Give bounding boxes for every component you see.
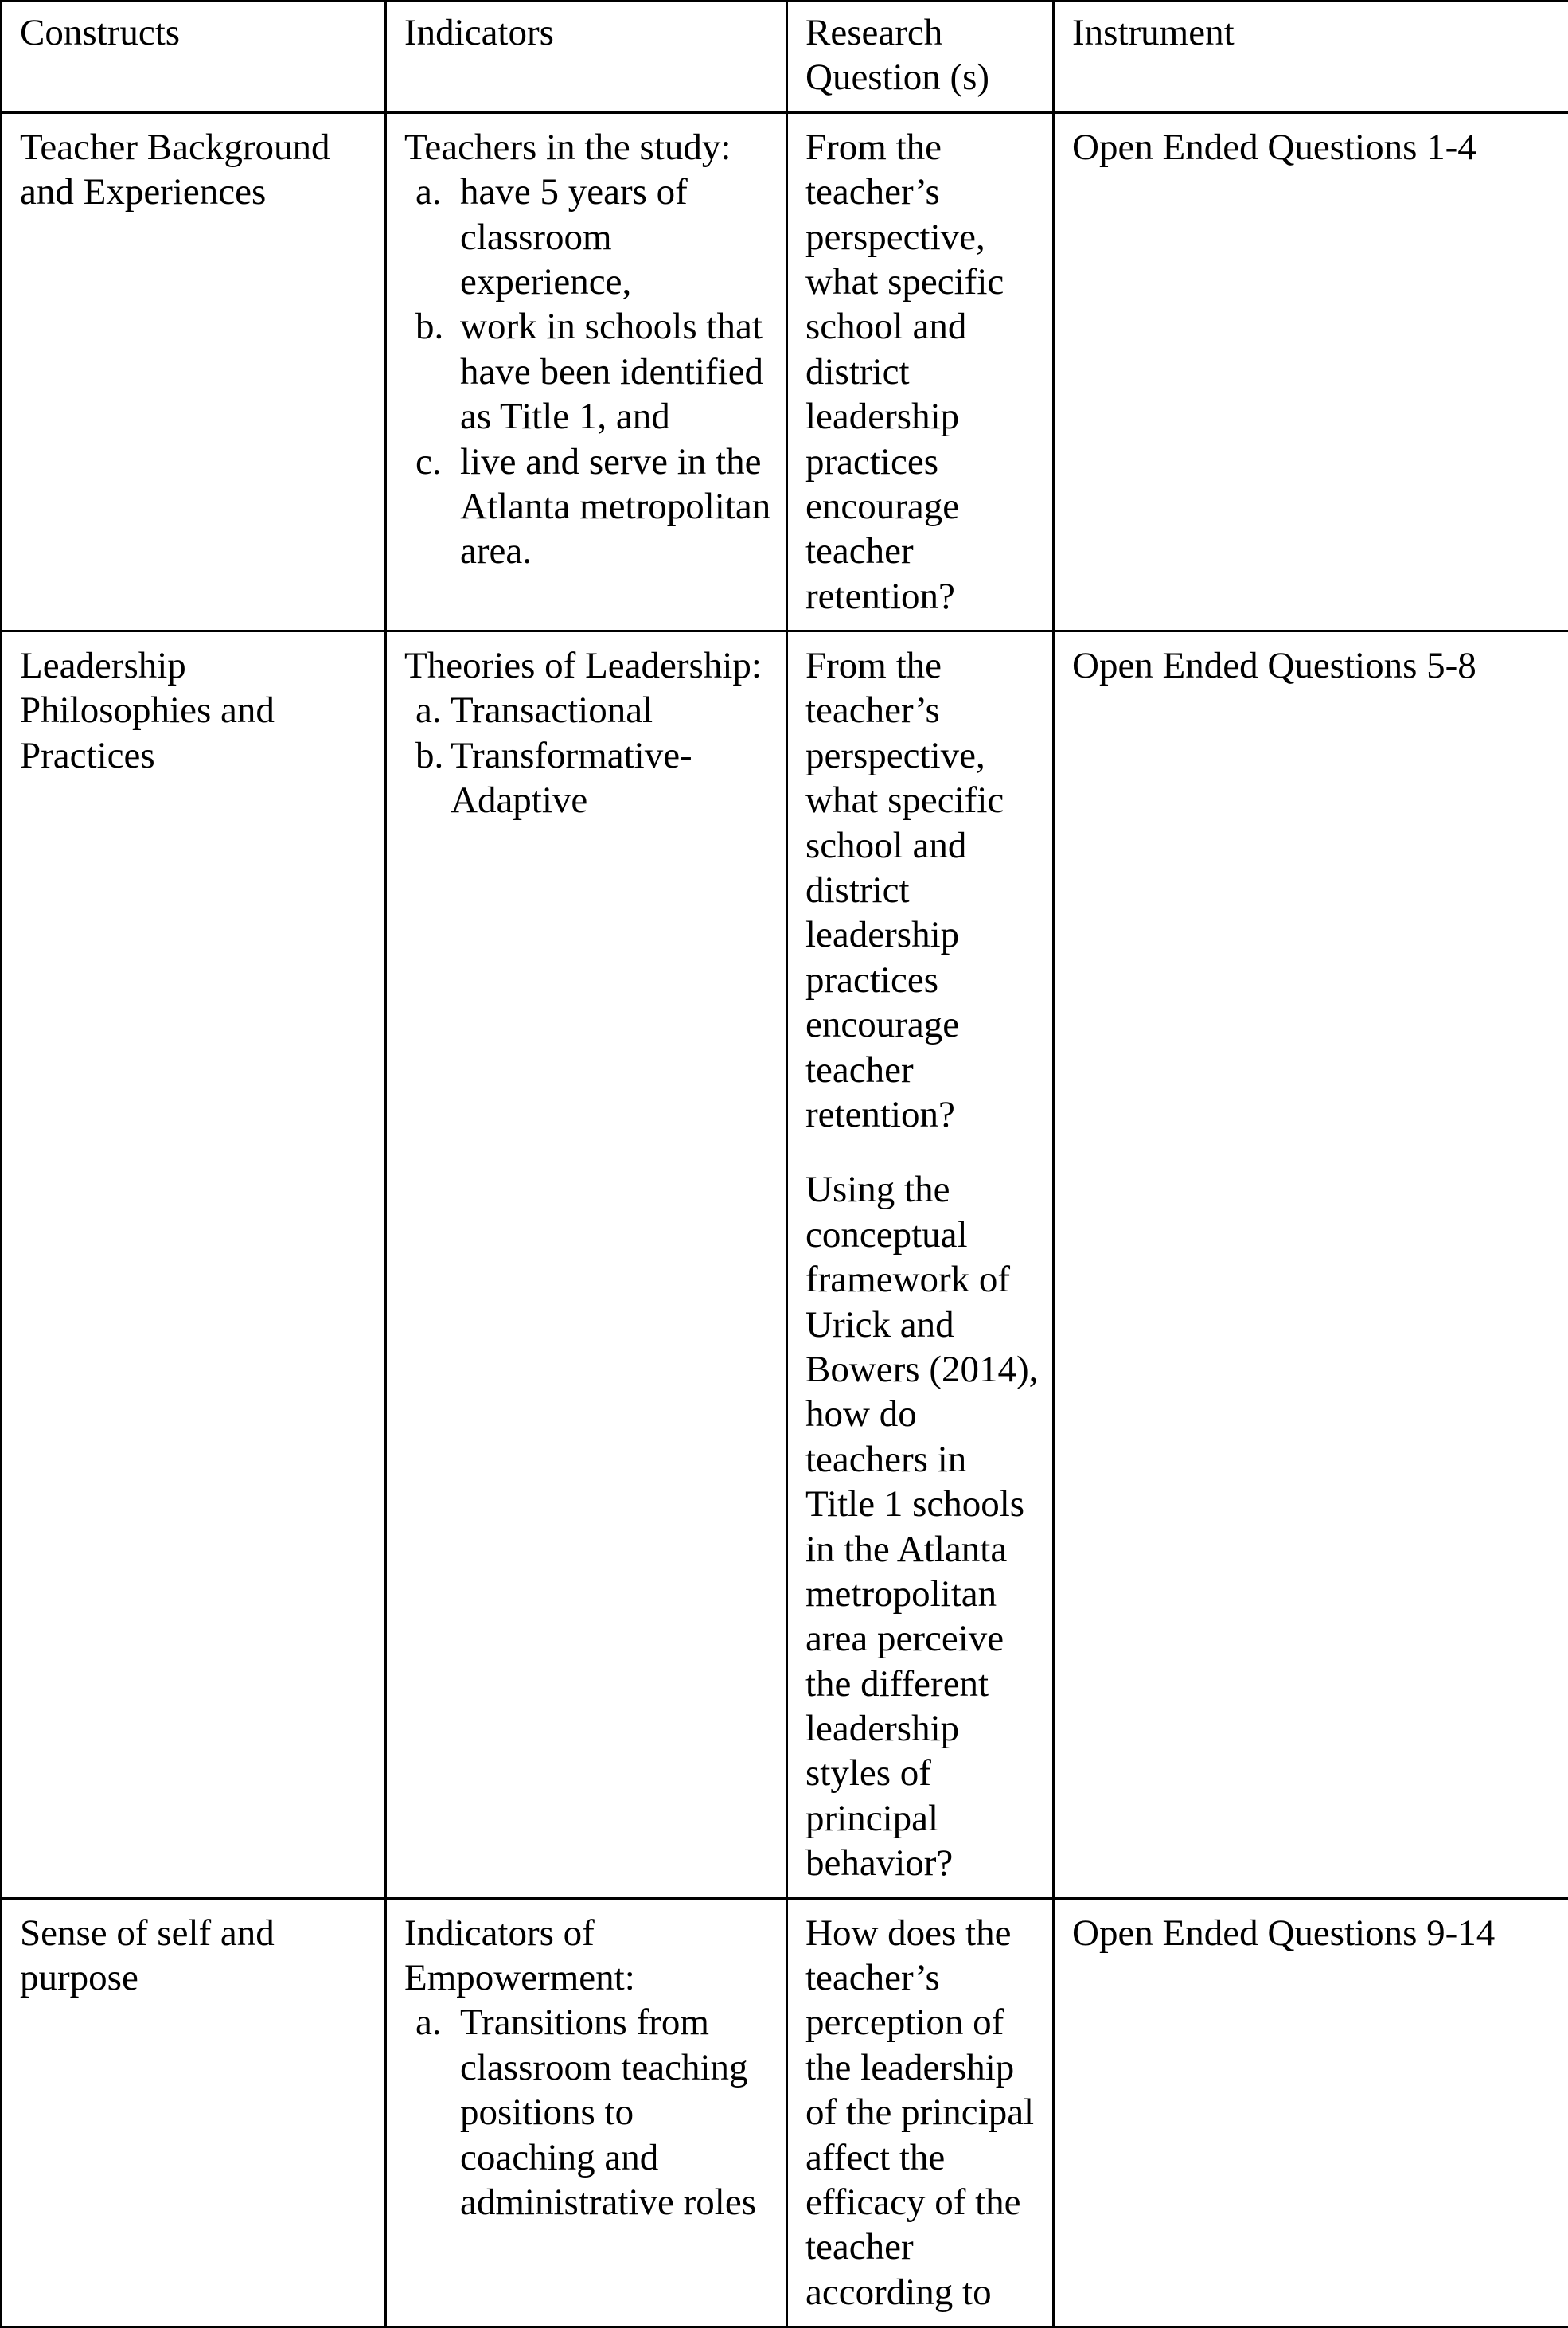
cell-research-question (787, 112, 1054, 631)
header-cell-indicators (386, 2, 787, 113)
construct-name: Leadership Philosophies and Practices (20, 643, 373, 778)
list-item (415, 304, 774, 439)
indicators-lead-in: Indicators of Empowerment: (404, 1911, 774, 2001)
header-label-research-question: Research Question (s) (805, 10, 1041, 100)
list-item (415, 170, 774, 304)
list-marker: c. (415, 439, 457, 484)
indicators-lead-in: Theories of Leadership: (404, 643, 774, 688)
instrument-text: Open Ended Questions 1-4 (1072, 125, 1557, 170)
list-item (415, 733, 774, 823)
list-marker: b. (415, 733, 451, 778)
indicators-lead-in: Teachers in the study: (404, 125, 774, 170)
list-item-text: work in schools that have been identified as Title 1, and (460, 306, 763, 437)
cell-indicators (386, 631, 787, 1899)
cell-construct (2, 631, 386, 1899)
cell-construct (2, 1898, 386, 2327)
header-cell-instrument (1054, 2, 1568, 113)
construct-name: Teacher Background and Experiences (20, 125, 373, 215)
list-item (415, 688, 774, 732)
research-question-text: Using the conceptual framework of Urick and Bowers (2014), how do teachers in Title 1 schools in the Atlanta metropolitan area perceive the different leadership styles of principal behavior? (805, 1167, 1041, 1885)
cell-instrument (1054, 1898, 1568, 2327)
research-question-text: From the teacher’s perspective, what specific school and district leadership practices encourage teacher retention? (805, 125, 1041, 619)
indicators-list (404, 688, 774, 822)
indicators-list (404, 170, 774, 574)
research-question-text: How does the teacher’s perception of the leadership of the principal affect the efficacy of the teacher according to (805, 1911, 1041, 2315)
cell-construct (2, 112, 386, 631)
list-item-text: Transitions from classroom teaching positions to coaching and administrative roles (460, 2002, 756, 2223)
header-cell-constructs (2, 2, 386, 113)
table-row (2, 631, 1568, 1899)
list-item-text: Transactional (451, 689, 653, 731)
header-label-indicators: Indicators (404, 10, 774, 55)
cell-indicators (386, 112, 787, 631)
list-marker: b. (415, 304, 457, 349)
research-question-text: From the teacher’s perspective, what specific school and district leadership practices encourage teacher retention? (805, 643, 1041, 1137)
list-item-text: Transformative-Adaptive (451, 735, 692, 821)
header-label-instrument: Instrument (1072, 10, 1557, 55)
table-row (2, 1898, 1568, 2327)
construct-name: Sense of self and purpose (20, 1911, 373, 2001)
cell-instrument (1054, 631, 1568, 1899)
indicators-list (404, 2000, 774, 2224)
list-marker: a. (415, 688, 451, 732)
list-marker: a. (415, 2000, 457, 2045)
instrument-text: Open Ended Questions 5-8 (1072, 643, 1557, 688)
list-item-text: have 5 years of classroom experience, (460, 171, 688, 303)
cell-indicators (386, 1898, 787, 2327)
list-marker: a. (415, 170, 457, 214)
cell-research-question (787, 631, 1054, 1899)
list-item-text: live and serve in the Atlanta metropolitan area. (460, 441, 770, 572)
cell-research-question (787, 1898, 1054, 2327)
header-label-constructs: Constructs (20, 10, 373, 55)
table-header-row (2, 2, 1568, 113)
header-cell-research-question (787, 2, 1054, 113)
cell-instrument (1054, 112, 1568, 631)
instrument-text: Open Ended Questions 9-14 (1072, 1911, 1557, 1955)
list-item (415, 2000, 774, 2224)
table-row (2, 112, 1568, 631)
list-item (415, 439, 774, 574)
